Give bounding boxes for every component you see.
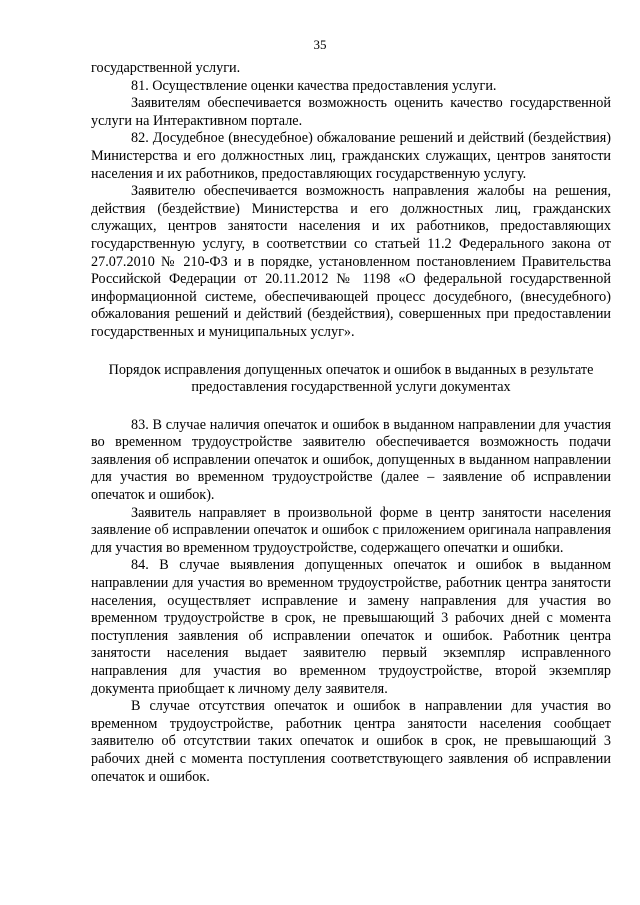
- page-number: 35: [313, 37, 327, 52]
- paragraph: 81. Осуществление оценки качества предоставления услуги.: [131, 77, 497, 94]
- paragraph: Заявителю обеспечивается возможность направления жалобы на решения, действия (бездействие) Министерства и его должностных лиц, гражданских служащих, центров занятости населения и их работников, предоставляющих государственную услугу, в соответствии со статьей 11.2 Федерального закона от 27.07.2010 № 210-ФЗ и в порядке, установленном постановлением Правительства Российской Федерации от 20.11.2012 № 1198 «О федеральной государственной информационной системе, обеспечивающей процесс досудебного, (внесудебного) обжалования решений и действий (бездействия), совершенных при предоставлении государственных и муниципальных услуг».: [91, 183, 611, 340]
- section-heading: Порядок исправления допущенных опечаток и ошибок в выданных в результате предоставления государственной услуги документах: [108, 361, 594, 396]
- paragraph: В случае отсутствия опечаток и ошибок в направлении для участия во временном трудоустройстве, работник центра занятости населения сообщает заявителю об отсутствии таких опечаток и ошибок в срок, не превышающий 3 рабочих дней с момента поступления соответствующего заявления об исправлении опечаток и ошибок.: [91, 698, 611, 785]
- paragraph: Заявитель направляет в произвольной форме в центр занятости населения заявление об исправлении опечаток и ошибок с приложением оригинала направления для участия во временном трудоустройстве, содержащего опечатки и ошибки.: [91, 504, 611, 556]
- paragraph: Заявителям обеспечивается возможность оценить качество государственной услуги на Интерактивном портале.: [91, 95, 611, 129]
- paragraph: 84. В случае выявления допущенных опечаток и ошибок в выданном направлении для участия во временном трудоустройстве, работник центра занятости населения, осуществляет исправление и замену направления для участия во временном трудоустройстве в срок, не превышающий 3 рабочих дней с момента поступления заявления об исправлении опечаток и ошибок. Работник центра занятости населения выдает заявителю первый экземпляр исправленного направления для участия во временном трудоустройстве, второй экземпляр документа приобщает к личному делу заявителя.: [91, 557, 611, 697]
- paragraph: 82. Досудебное (внесудебное) обжалование решений и действий (бездействия) Министерства и его должностных лиц, гражданских служащих, центров занятости населения и их работников, предоставляющих государственную услугу.: [91, 130, 611, 182]
- paragraph: 83. В случае наличия опечаток и ошибок в выданном направлении для участия во временном трудоустройстве заявителю обеспечивается возможность подачи заявления об исправлении опечаток и ошибок, допущенных в выданном направлении для участия во временном трудоустройстве (далее – заявление об исправлении опечаток и ошибок).: [91, 416, 611, 504]
- paragraph: государственной услуги.: [91, 60, 241, 76]
- document-body: [91, 60, 611, 786]
